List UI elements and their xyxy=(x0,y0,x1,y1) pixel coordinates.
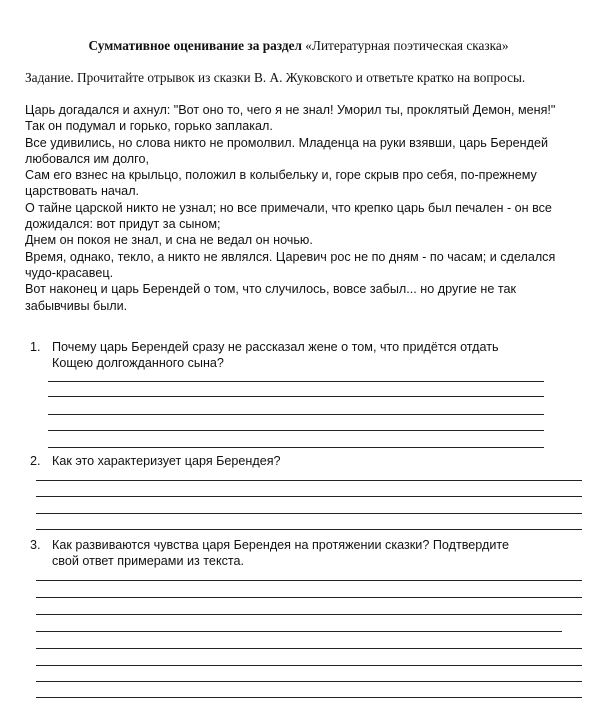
excerpt-line: Вот наконец и царь Берендей о том, что случилось, вовсе забыл... но другие не так xyxy=(25,282,516,297)
task-instruction: Задание. Прочитайте отрывок из сказки В. А. Жуковского и ответьте кратко на вопросы. xyxy=(25,70,526,85)
answer-line[interactable] xyxy=(36,648,582,649)
question-number: 1. xyxy=(30,340,41,354)
answer-line[interactable] xyxy=(48,447,544,448)
excerpt-line: Сам его взнес на крыльцо, положил в колыбельку и, горе скрыв про себя, по-прежнему xyxy=(25,168,537,183)
answer-line[interactable] xyxy=(48,414,544,415)
answer-line[interactable] xyxy=(36,513,582,514)
excerpt-line: Днем он покоя не знал, и сна не ведал он ночью. xyxy=(25,233,313,248)
answer-line[interactable] xyxy=(36,697,582,698)
page-title xyxy=(0,38,597,54)
excerpt-line: Все удивились, но слова никто не промолвил. Младенца на руки взявши, царь Берендей xyxy=(25,135,548,150)
excerpt-line: дожидался: вот придут за сыном; xyxy=(25,217,221,232)
excerpt-line: Время, однако, текло, а никто не являлся. Царевич рос не по дням - по часам; и сделался xyxy=(25,249,556,264)
answer-line[interactable] xyxy=(36,614,582,615)
answer-line[interactable] xyxy=(36,681,582,682)
excerpt-line: О тайне царской никто не узнал; но все примечали, что крепко царь был печален - он все xyxy=(25,200,552,215)
excerpt-line: Так он подумал и горько, горько заплакал. xyxy=(25,119,273,134)
title-bold: Суммативное оценивание за раздел xyxy=(88,38,302,53)
title-rest: «Литературная поэтическая сказка» xyxy=(301,38,509,53)
excerpt-line: забывчивы были. xyxy=(25,298,128,313)
excerpt-line: любовался им долго, xyxy=(25,151,149,166)
answer-line[interactable] xyxy=(36,480,582,481)
answer-line[interactable] xyxy=(48,396,544,397)
answer-line[interactable] xyxy=(48,430,544,431)
answer-line[interactable] xyxy=(36,529,582,530)
question-text-line: свой ответ примерами из текста. xyxy=(52,554,245,568)
question-text-line: Как это характеризует царя Берендея? xyxy=(52,454,281,468)
excerpt-text xyxy=(25,102,590,314)
excerpt-line: чудо-красавец. xyxy=(25,265,114,280)
excerpt-line: царствовать начал. xyxy=(25,184,140,199)
question-number: 2. xyxy=(30,454,41,468)
answer-line[interactable] xyxy=(36,496,582,497)
answer-line[interactable] xyxy=(36,665,582,666)
question-text-line: Кощею долгожданного сына? xyxy=(52,356,224,370)
excerpt-line: Царь догадался и ахнул: "Вот оно то, чего я не знал! Уморил ты, проклятый Демон, меня!" xyxy=(25,103,556,117)
answer-line[interactable] xyxy=(36,597,582,598)
question-text-line: Как развиваются чувства царя Берендея на протяжении сказки? Подтвердите xyxy=(52,538,509,552)
question-number: 3. xyxy=(30,538,41,552)
answer-line[interactable] xyxy=(36,580,582,581)
question-text-line: Почему царь Берендей сразу не рассказал жене о том, что придётся отдать xyxy=(52,340,499,354)
answer-line[interactable] xyxy=(48,381,544,382)
answer-line[interactable] xyxy=(36,631,562,632)
